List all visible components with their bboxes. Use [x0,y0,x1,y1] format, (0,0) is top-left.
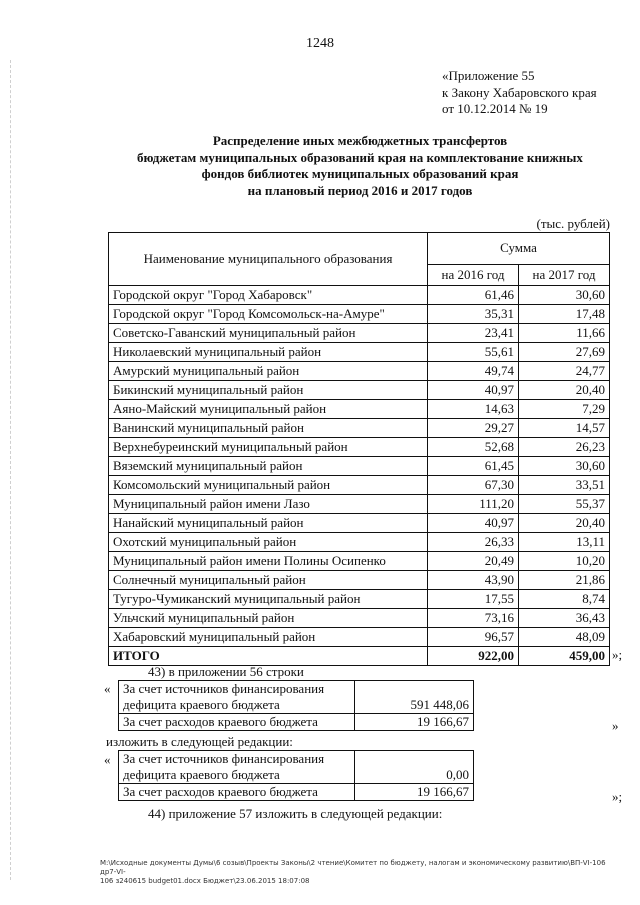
value-2017: 13,11 [519,533,610,552]
table-row [109,438,610,457]
municipality-name: Городской округ "Город Хабаровск" [109,286,428,305]
municipality-name: Советско-Гаванский муниципальный район [109,324,428,343]
restate-row1-value: 0,00 [355,751,474,784]
page-number: 1248 [306,36,334,51]
title-line-3: фондов библиотек муниципальных образований края [201,166,519,181]
municipality-name: Тугуро-Чумиканский муниципальный район [109,590,428,609]
value-2017: 10,20 [519,552,610,571]
header-2016: на 2016 год [428,264,519,285]
appendix-reference [442,68,632,118]
value-2016: 43,90 [428,571,519,590]
distribution-table [108,232,610,666]
table-row [109,400,610,419]
item-43-table [118,680,474,731]
table-row [109,552,610,571]
item-43-row2-value: 19 166,67 [355,714,474,731]
value-2017: 55,37 [519,495,610,514]
table-row [109,609,610,628]
value-2016: 29,27 [428,419,519,438]
value-2016: 26,33 [428,533,519,552]
value-2016: 61,45 [428,457,519,476]
value-2017: 26,23 [519,438,610,457]
value-2016: 55,61 [428,343,519,362]
title-line-1: Распределение иных межбюджетных трансфертов [212,133,508,148]
value-2017: 30,60 [519,457,610,476]
restate-open-quote: « [104,752,111,767]
value-2017: 33,51 [519,476,610,495]
table-row [109,628,610,647]
table-row [109,305,610,324]
municipality-name: Комсомольский муниципальный район [109,476,428,495]
footer-line-2: 106 з240615 budget01.docx Бюджет\23.06.2015 18:07:08 [100,877,310,885]
restate-row1-label: За счет источников финансирования дефицита краевого бюджета [119,751,355,784]
total-row [109,647,610,666]
value-2016: 35,31 [428,305,519,324]
appendix-line-2: к Закону Хабаровского края [442,84,597,100]
table-row [119,751,474,784]
item-43-open-quote: « [104,681,111,696]
item-44-text: 44) приложение 57 изложить в следующей редакции: [148,806,443,821]
footer-line-1: M:\Исходные документы Думы\6 созыв\Проекты Законы\2 чтение\Комитет по бюджету, налогам и экономическому развитию\ВП-VI-106 др7-VI- [100,859,606,876]
municipality-name: Муниципальный район имени Полины Осипенко [109,552,428,571]
table-row [109,362,610,381]
table-row [109,381,610,400]
item-43-row1-value: 591 448,06 [355,681,474,714]
restate-text: изложить в следующей редакции: [106,734,293,749]
municipality-name: Муниципальный район имени Лазо [109,495,428,514]
total-2017: 459,00 [519,647,610,666]
header-sum: Сумма [428,233,610,265]
units-label: (тыс. рублей) [536,216,610,231]
value-2016: 20,49 [428,552,519,571]
value-2017: 21,86 [519,571,610,590]
table-row [109,324,610,343]
item-43-row1-label: За счет источников финансирования дефицита краевого бюджета [119,681,355,714]
table-row [119,784,474,801]
document-title [110,133,610,199]
table-row [119,681,474,714]
value-2017: 30,60 [519,286,610,305]
value-2017: 7,29 [519,400,610,419]
municipality-name: Аяно-Майский муниципальный район [109,400,428,419]
value-2017: 27,69 [519,343,610,362]
value-2017: 17,48 [519,305,610,324]
header-name: Наименование муниципального образования [109,233,428,286]
restate-row2-value: 19 166,67 [355,784,474,801]
value-2016: 61,46 [428,286,519,305]
item-43-row2-label: За счет расходов краевого бюджета [119,714,355,731]
value-2016: 52,68 [428,438,519,457]
footer-file-path [100,859,620,886]
table-row [109,533,610,552]
municipality-name: Ульчский муниципальный район [109,609,428,628]
municipality-name: Бикинский муниципальный район [109,381,428,400]
table-row [119,714,474,731]
restate-close-quote: »; [612,789,623,804]
table-row [109,590,610,609]
value-2016: 96,57 [428,628,519,647]
value-2016: 67,30 [428,476,519,495]
appendix-line-3: от 10.12.2014 № 19 [442,101,548,116]
table-row [109,514,610,533]
value-2016: 40,97 [428,381,519,400]
municipality-name: Амурский муниципальный район [109,362,428,381]
municipality-name: Нанайский муниципальный район [109,514,428,533]
restate-row2-label: За счет расходов краевого бюджета [119,784,355,801]
table-row [109,286,610,305]
title-line-2: бюджетам муниципальных образований края на комплектование книжных [137,149,583,165]
municipality-name: Хабаровский муниципальный район [109,628,428,647]
value-2016: 40,97 [428,514,519,533]
municipality-name: Николаевский муниципальный район [109,343,428,362]
municipality-name: Городской округ "Город Комсомольск-на-Амуре" [109,305,428,324]
table-row [109,419,610,438]
value-2017: 24,77 [519,362,610,381]
table-closing-quote: »; [612,647,623,662]
restate-table [118,750,474,801]
municipality-name: Солнечный муниципальный район [109,571,428,590]
value-2016: 14,63 [428,400,519,419]
header-2017: на 2017 год [519,264,610,285]
item-43-text: 43) в приложении 56 строки [148,664,304,679]
item-43-close-quote: » [612,718,619,733]
value-2016: 111,20 [428,495,519,514]
value-2017: 11,66 [519,324,610,343]
table-row [109,343,610,362]
table-row [109,495,610,514]
value-2016: 23,41 [428,324,519,343]
value-2017: 20,40 [519,381,610,400]
value-2017: 36,43 [519,609,610,628]
value-2017: 14,57 [519,419,610,438]
title-line-4: на плановый период 2016 и 2017 годов [247,182,473,198]
total-2016: 922,00 [428,647,519,666]
value-2016: 73,16 [428,609,519,628]
municipality-name: Ванинский муниципальный район [109,419,428,438]
municipality-name: Верхнебуреинский муниципальный район [109,438,428,457]
table-row [109,476,610,495]
value-2017: 20,40 [519,514,610,533]
total-label: ИТОГО [109,647,428,666]
municipality-name: Вяземский муниципальный район [109,457,428,476]
value-2017: 8,74 [519,590,610,609]
table-row [109,457,610,476]
margin-line [10,60,11,880]
value-2017: 48,09 [519,628,610,647]
value-2016: 49,74 [428,362,519,381]
value-2016: 17,55 [428,590,519,609]
table-row [109,571,610,590]
appendix-line-1: «Приложение 55 [442,68,535,83]
municipality-name: Охотский муниципальный район [109,533,428,552]
